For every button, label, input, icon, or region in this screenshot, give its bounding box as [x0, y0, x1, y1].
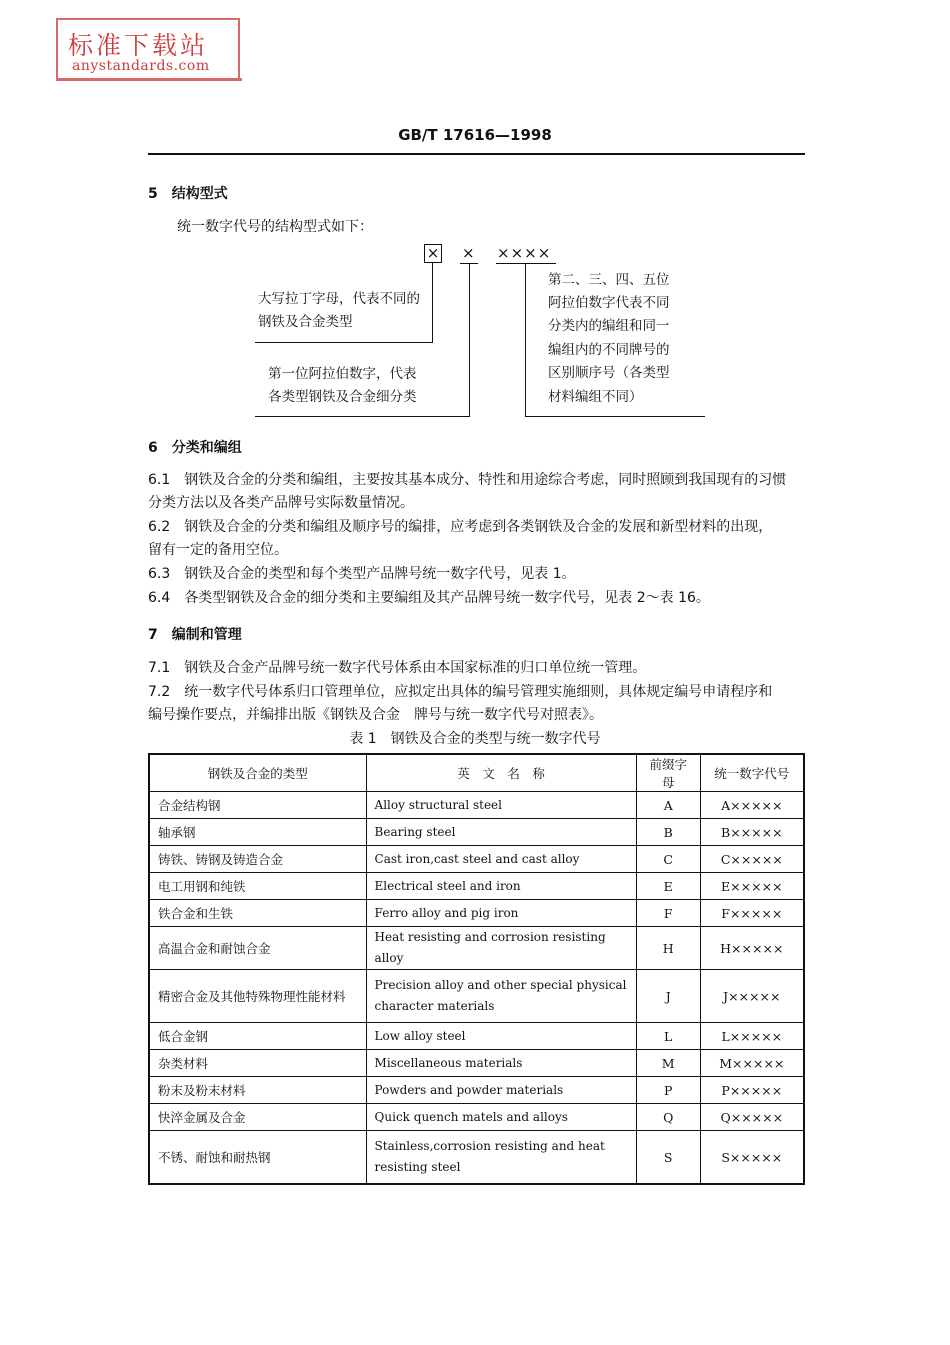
label-first-line2: 各类型钢铁及合金细分类 [268, 389, 417, 405]
para-6-3: 6.3 钢铁及合金的类型和每个类型产品牌号统一数字代号，见表 1。 [148, 566, 576, 582]
watermark-stamp [56, 18, 240, 80]
cell-english: Quick quench matels and alloys [366, 1104, 636, 1131]
cell-code: J××××× [700, 970, 804, 1023]
cell-english: Electrical steel and iron [366, 873, 636, 900]
table-row [149, 846, 804, 873]
cell-type: 合金结构钢 [149, 792, 366, 819]
cell-english: Cast iron,cast steel and cast alloy [366, 846, 636, 873]
table-row [149, 970, 804, 1023]
cell-english: Alloy structural steel [366, 792, 636, 819]
header-code: 统一数字代号 [700, 754, 804, 792]
label-rest-line3: 分类内的编组和同一 [548, 318, 670, 334]
stamp-en: anystandards.com [72, 58, 210, 74]
cell-type: 快淬金属及合金 [149, 1104, 366, 1131]
cell-code: F××××× [700, 900, 804, 927]
cell-prefix: F [636, 900, 700, 927]
cell-code: C××××× [700, 846, 804, 873]
connector-digit-horizontal [255, 416, 470, 417]
table-row [149, 819, 804, 846]
section-5-title: 5 结构型式 [148, 186, 228, 202]
cell-prefix: S [636, 1131, 700, 1185]
para-6-2-line1: 6.2 钢铁及合金的分类和编组及顺序号的编排，应考虑到各类钢铁及合金的发展和新型材料的出现， [148, 519, 773, 535]
header-type: 钢铁及合金的类型 [149, 754, 366, 792]
para-6-1-line2: 分类方法以及各类产品牌号实际数量情况。 [148, 495, 414, 511]
cell-type: 高温合金和耐蚀合金 [149, 927, 366, 970]
label-letter-line1: 大写拉丁字母，代表不同的 [258, 291, 420, 307]
para-7-2-line2: 编号操作要点，并编排出版《钢铁及合金 牌号与统一数字代号对照表》。 [148, 707, 603, 723]
table-row [149, 873, 804, 900]
label-rest-line5: 区别顺序号（各类型 [548, 365, 670, 381]
cell-type: 不锈、耐蚀和耐热钢 [149, 1131, 366, 1185]
cell-code: A××××× [700, 792, 804, 819]
label-rest-line4: 编组内的不同牌号的 [548, 342, 670, 358]
para-6-4: 6.4 各类型钢铁及合金的细分类和主要编组及其产品牌号统一数字代号，见表 2～表 16。 [148, 590, 710, 606]
cell-prefix: A [636, 792, 700, 819]
cell-english: Bearing steel [366, 819, 636, 846]
header-rule [148, 153, 805, 155]
section-7-title: 7 编制和管理 [148, 627, 242, 643]
code-rest-digits: ×××× [497, 244, 552, 262]
connector-digit-vertical [469, 263, 470, 417]
cell-code: B××××× [700, 819, 804, 846]
cell-code: L××××× [700, 1023, 804, 1050]
cell-code: M××××× [700, 1050, 804, 1077]
connector-letter-vertical [432, 263, 433, 343]
cell-prefix: J [636, 970, 700, 1023]
section-6-title: 6 分类和编组 [148, 440, 242, 456]
table-1-caption: 表 1 钢铁及合金的类型与统一数字代号 [349, 731, 601, 747]
cell-prefix: H [636, 927, 700, 970]
table-1 [148, 753, 805, 1185]
cell-type: 铁合金和生铁 [149, 900, 366, 927]
cell-type: 电工用钢和纯铁 [149, 873, 366, 900]
table-row [149, 1077, 804, 1104]
table-row [149, 1131, 804, 1185]
cell-code: S××××× [700, 1131, 804, 1185]
table-row [149, 792, 804, 819]
cell-english: Ferro alloy and pig iron [366, 900, 636, 927]
para-6-1-line1: 6.1 钢铁及合金的分类和编组，主要按其基本成分、特性和用途综合考虑，同时照顾到我国现有的习惯 [148, 472, 787, 488]
cell-prefix: C [636, 846, 700, 873]
cell-prefix: M [636, 1050, 700, 1077]
cell-prefix: L [636, 1023, 700, 1050]
table-row [149, 1023, 804, 1050]
cell-prefix: B [636, 819, 700, 846]
stamp-cn: 标准下载站 [68, 31, 209, 60]
para-6-2-line2: 留有一定的备用空位。 [148, 542, 288, 558]
label-rest-line6: 材料编组不同） [548, 389, 643, 405]
stamp-underline [56, 78, 242, 81]
cell-english: Miscellaneous materials [366, 1050, 636, 1077]
connector-rest-vertical [525, 263, 526, 417]
connector-rest-horizontal [525, 416, 705, 417]
cell-english: Stainless,corrosion resisting and heat resisting steel [366, 1131, 636, 1185]
table-row [149, 1050, 804, 1077]
cell-type: 铸铁、铸钢及铸造合金 [149, 846, 366, 873]
cell-type: 杂类材料 [149, 1050, 366, 1077]
cell-prefix: Q [636, 1104, 700, 1131]
label-letter-line2: 钢铁及合金类型 [258, 314, 353, 330]
connector-letter-horizontal [255, 342, 433, 343]
cell-type: 粉末及粉末材料 [149, 1077, 366, 1104]
table-row [149, 927, 804, 970]
section-5-intro: 统一数字代号的结构型式如下： [177, 219, 373, 235]
cell-code: H××××× [700, 927, 804, 970]
cell-english: Low alloy steel [366, 1023, 636, 1050]
label-rest-line2: 阿拉伯数字代表不同 [548, 295, 670, 311]
header-english-name: 英 文 名 称 [366, 754, 636, 792]
standard-code-header: GB/T 17616—1998 [398, 126, 552, 144]
label-first-line1: 第一位阿拉伯数字，代表 [268, 366, 417, 382]
cell-prefix: E [636, 873, 700, 900]
cell-english: Powders and powder materials [366, 1077, 636, 1104]
code-first-digit: × [462, 244, 475, 262]
cell-english: Heat resisting and corrosion resisting alloy [366, 927, 636, 970]
table-row [149, 900, 804, 927]
header-prefix: 前缀字母 [636, 754, 700, 792]
para-7-2-line1: 7.2 统一数字代号体系归口管理单位，应拟定出具体的编号管理实施细则，具体规定编号申请程序和 [148, 684, 773, 700]
para-7-1: 7.1 钢铁及合金产品牌号统一数字代号体系由本国家标准的归口单位统一管理。 [148, 660, 647, 676]
label-rest-line1: 第二、三、四、五位 [548, 272, 670, 288]
cell-prefix: P [636, 1077, 700, 1104]
cell-code: E××××× [700, 873, 804, 900]
cell-english: Precision alloy and other special physical character materials [366, 970, 636, 1023]
cell-type: 精密合金及其他特殊物理性能材料 [149, 970, 366, 1023]
table-header-row [149, 754, 804, 792]
code-letter-box: × [424, 244, 442, 263]
cell-code: P××××× [700, 1077, 804, 1104]
table-row [149, 1104, 804, 1131]
cell-type: 轴承钢 [149, 819, 366, 846]
cell-type: 低合金钢 [149, 1023, 366, 1050]
cell-code: Q××××× [700, 1104, 804, 1131]
